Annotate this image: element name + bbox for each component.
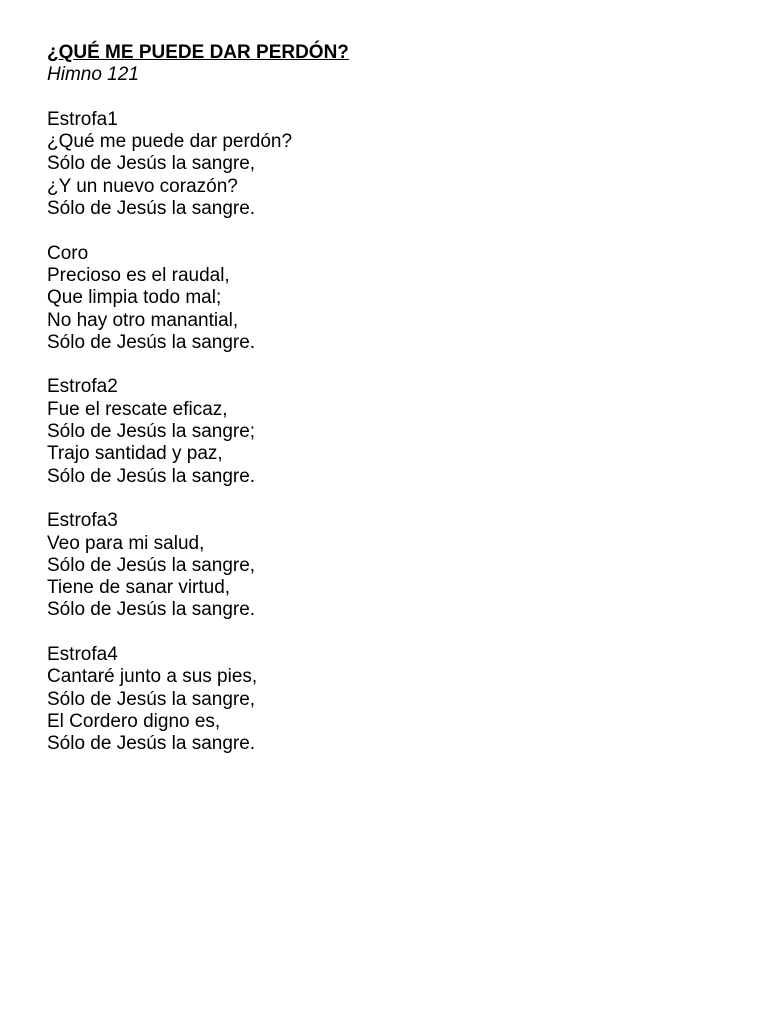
verse-line: Trajo santidad y paz,: [47, 443, 223, 465]
verse-line: Precioso es el raudal,: [47, 264, 230, 286]
hymn-title: ¿QUÉ ME PUEDE DAR PERDÓN?: [47, 42, 349, 63]
section-coro: [47, 243, 727, 354]
section-estrofa4: [47, 644, 727, 755]
verse-line: Tiene de sanar virtud,: [47, 577, 231, 599]
verse-line: Sólo de Jesús la sangre.: [47, 465, 256, 487]
section-label: Estrofa4: [47, 644, 118, 666]
section-label: Estrofa3: [47, 510, 118, 532]
section-estrofa2: [47, 376, 727, 487]
section-label: Coro: [47, 242, 89, 264]
verse-line: Sólo de Jesús la sangre.: [47, 198, 256, 220]
verse-line: Que limpia todo mal;: [47, 287, 222, 309]
section-label: Estrofa2: [47, 376, 118, 398]
verse-line: Sólo de Jesús la sangre,: [47, 554, 256, 576]
section-estrofa3: [47, 510, 727, 621]
hymn-subtitle: Himno 121: [47, 64, 139, 86]
verse-line: Sólo de Jesús la sangre,: [47, 153, 256, 175]
hymn-page: [47, 42, 727, 756]
verse-line: Sólo de Jesús la sangre,: [47, 688, 256, 710]
section-label: Estrofa1: [47, 108, 118, 130]
verse-line: ¿Y un nuevo corazón?: [47, 175, 238, 197]
verse-line: Sólo de Jesús la sangre.: [47, 331, 256, 353]
verse-line: Sólo de Jesús la sangre.: [47, 733, 256, 755]
verse-line: Sólo de Jesús la sangre;: [47, 421, 256, 443]
verse-line: Fue el rescate eficaz,: [47, 398, 228, 420]
verse-line: Sólo de Jesús la sangre.: [47, 599, 256, 621]
verse-line: ¿Qué me puede dar perdón?: [47, 131, 293, 153]
verse-line: Cantaré junto a sus pies,: [47, 666, 258, 688]
verse-line: No hay otro manantial,: [47, 309, 239, 331]
verse-line: Veo para mi salud,: [47, 532, 205, 554]
section-estrofa1: [47, 109, 727, 220]
verse-line: El Cordero digno es,: [47, 710, 221, 732]
